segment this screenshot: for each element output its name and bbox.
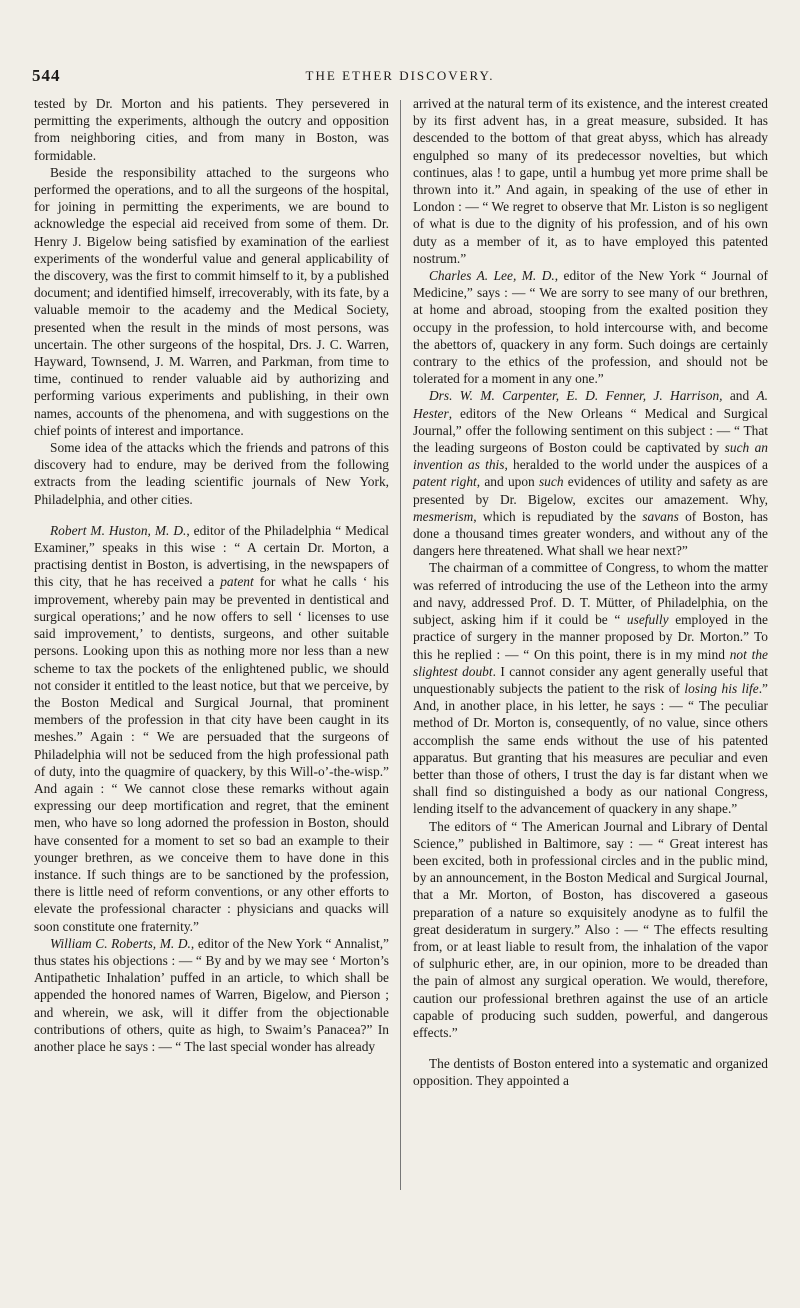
- text-run: .” And, in another place, in his letter, he says : — “ The peculiar method of Dr. Morton is, consequently, of no value, since others accomplish the same ends without the use of his patented apparatus. But granting that his measures are peculiar and even better than those of others, I trust the day is far distant when we shall find so distinguished a body as our national Congress, lending itself to the advancement of quackery in any shape.”: [413, 680, 768, 817]
- paragraph: [413, 387, 768, 559]
- italic-text: savans: [642, 508, 679, 524]
- italic-text: mesmerism: [413, 508, 474, 524]
- page-header: [30, 66, 770, 90]
- text-run: , editors of the New Orleans “ Medical and Surgical Journal,” offer the following sentiment on this subject : — “ That the leading surgeons of Boston could be captivated by: [413, 405, 768, 456]
- text-run: , heralded to the world under the auspices of a: [504, 457, 769, 473]
- italic-text: patent: [220, 574, 254, 590]
- italic-text: Charles A. Lee, M. D.: [429, 268, 555, 284]
- page-number: 544: [32, 66, 61, 85]
- text-run: arrived at the natural term of its existence, and the interest created by its first advent has, in a great measure, subsided. It has descended to the bottom of that great abyss, which has already engulphed so many of its predecessor novelties, but which continues, alas ! to gape, until a humbug yet more prime shall be thrown into it.” And again, in speaking of the use of ether in London : — “ We regret to observe that Mr. Liston is so negligent of what is due to the dignity of his profession, and of his own duty as a member of it, as to have employed this patented nostrum.”: [413, 96, 768, 266]
- paragraph: [34, 439, 389, 508]
- italic-text: not the slightest doubt: [413, 646, 768, 679]
- text-run: tested by Dr. Morton and his patients. They persevered in permitting the experiments, although the outcry and opposition from neighboring cities, and from many in Boston, was formidable.: [34, 96, 389, 163]
- paragraph: [34, 935, 389, 1055]
- italic-text: patent right: [413, 474, 477, 490]
- text-run: The editors of “ The American Journal and Library of Dental Science,” published in Baltimore, say : — “ Great interest has been excited, both in professional circles and in the public mind, by an announcement, in the Boston Medical and Surgical Journal, that a Mr. Morton, of Boston, has discovered a gaseous preparation of a nature so exquisitely anodyne as to fulfil the great desideratum in surgery.” Also : — “ The effects resulting from, or at least liable to result from, the inhalation of the vapor of sulphuric ether, are, in our opinion, more to be dreaded than the pain of almost any surgical operation. We would, therefore, caution our professional brethren against the use of an article capable of producing such sudden, powerful, and dangerous effects.”: [413, 818, 768, 1040]
- italic-text: losing his life: [684, 680, 759, 696]
- paragraph: [34, 164, 389, 439]
- text-run: Beside the responsibility attached to the surgeons who performed the operations, and to all the surgeons of the hospital, for joining in permitting the experiments, we are bound to acknowledge the especial aid received from some of them. Dr. Henry J. Bigelow being satisfied by examination of the earliest experiments of the wonderful value and general applicability of the discovery, was the first to commit himself to it, by a published document; and identified himself, irrecoverably, with its fate, by a valuable memoir to the academy and the Medical Society, presented when the result in the minds of most persons, was uncertain. The other surgeons of the hospital, Drs. J. C. Warren, Hayward, Townsend, J. M. Warren, and Parkman, from time to time, continued to render valuable aid by authorizing and performing various experiments and publishing, in their own names, accounts of the phenomena, and with suggestions on the chief points of interest and importance.: [34, 164, 389, 438]
- paragraph: [413, 267, 768, 387]
- text-run: , and upon: [476, 474, 539, 490]
- text-run: of Boston, has done a thousand times greater wonders, and without any of the dangers here threatened. What shall we hear next?”: [413, 508, 768, 559]
- paragraph: [413, 818, 768, 1042]
- text-run: Some idea of the attacks which the friends and patrons of this discovery had to endure, may be derived from the following extracts from the leading scientific journals of New York, Philadelphia, and other cities.: [34, 440, 389, 507]
- text-run: and: [722, 388, 757, 404]
- text-run: The chairman of a committee of Congress, to whom the matter was referred of introducing the use of the Letheon into the army and navy, addressed Prof. D. T. Mütter, of Philadelphia, on the subject, asking him if it could be “: [413, 560, 768, 628]
- italic-text: Robert M. Huston, M. D.: [50, 522, 187, 538]
- text-run: evidences of utility and safety as are presented by Dr. Bigelow, excites our amazement. Why,: [413, 474, 768, 507]
- running-title: THE ETHER DISCOVERY.: [305, 68, 495, 83]
- text-run: . I cannot consider any agent generally useful that unquestionably subjects the patient to the risk of: [413, 663, 768, 696]
- text-run: , which is repudiated by the: [473, 508, 643, 524]
- paragraph: [413, 1055, 768, 1089]
- text-run: , editor of the New York “ Journal of Medicine,” says : — “ We are sorry to see many of our brethren, at home and abroad, stooping from the exalted position they occupy in the profession, to hold intercourse with, and become the abettors of, quackery in any form. Such doings are certainly contrary to the ethics of the profession, and should not be tolerated for a moment in any one.”: [413, 268, 768, 387]
- text-run: employed in the practice of surgery in the manner proposed by Dr. Morton.” To this he replied : — “ On this point, there is in my mind: [413, 612, 768, 662]
- italic-text: Drs. W. M. Carpenter, E. D. Fenner, J. Harrison,: [429, 388, 723, 404]
- text-run: , editor of the New York “ Annalist,” thus states his objections : — “ By and by we may see ‘ Morton’s Antipathetic Inhalation’ puffed in an article, to which shall be appended the honored names of Warren, Bigelow, and Pierson ; and wherein, we ask, will it differ from the objectionable contributions of others, quite as high, to Swaim’s Panacea?” In another place he says : — “ The last special wonder has already: [34, 935, 390, 1054]
- text-run: The dentists of Boston entered into a systematic and organized opposition. They appointed a: [413, 1056, 768, 1089]
- paragraph: [34, 95, 389, 164]
- italic-text: usefully: [626, 612, 669, 628]
- left-column: [34, 95, 389, 1090]
- text-run: , editor of the Philadelphia “ Medical Examiner,” speaks in this wise : “ A certain Dr. Morton, a practising dentist in Boston, is advertising, in the newspapers of this city, that he has received a: [34, 522, 389, 590]
- paragraph: [413, 559, 768, 817]
- text-run: for what he calls ‘ his improvement, whereby pain may be prevented in dentistical and surgical operations;’ and he now offers to sell ‘ licenses to use said improvement,’ to dentists, surgeons, and other suitable persons. Looking upon this as nothing more nor less than a new scheme to tax the pockets of the enlightened public, we should not consider it entitled to the least notice, but that we perceive, by the Boston Medical and Surgical Journal, that prominent members of the profession in that city have been caught in its meshes.” Again : “ We are persuaded that the surgeons of Philadelphia will not be seduced from the high professional path of duty, into the quagmire of quackery, by this Will-o’-the-wisp.” And again : “ We cannot close these remarks without again expressing our deep mortification and regret, that the eminent men, who have so long adorned the profession in Boston, should have consented for a moment to set so bad an example to their younger brethren, as we conceive them to have done in this instance. If such things are to be sanctioned by the profession, there is little need of reform conventions, or any other efforts to elevate the professional character : physicians and quacks will soon constitute one fraternity.”: [34, 574, 389, 934]
- paragraph: [413, 95, 768, 267]
- paragraph: [34, 522, 389, 935]
- italic-text: such: [538, 474, 564, 490]
- italic-text: William C. Roberts, M. D.: [50, 935, 191, 951]
- italic-text: such an invention as this: [413, 440, 768, 473]
- text-columns: [34, 95, 768, 1090]
- right-column: [413, 95, 768, 1090]
- italic-text: A. Hester: [413, 388, 769, 421]
